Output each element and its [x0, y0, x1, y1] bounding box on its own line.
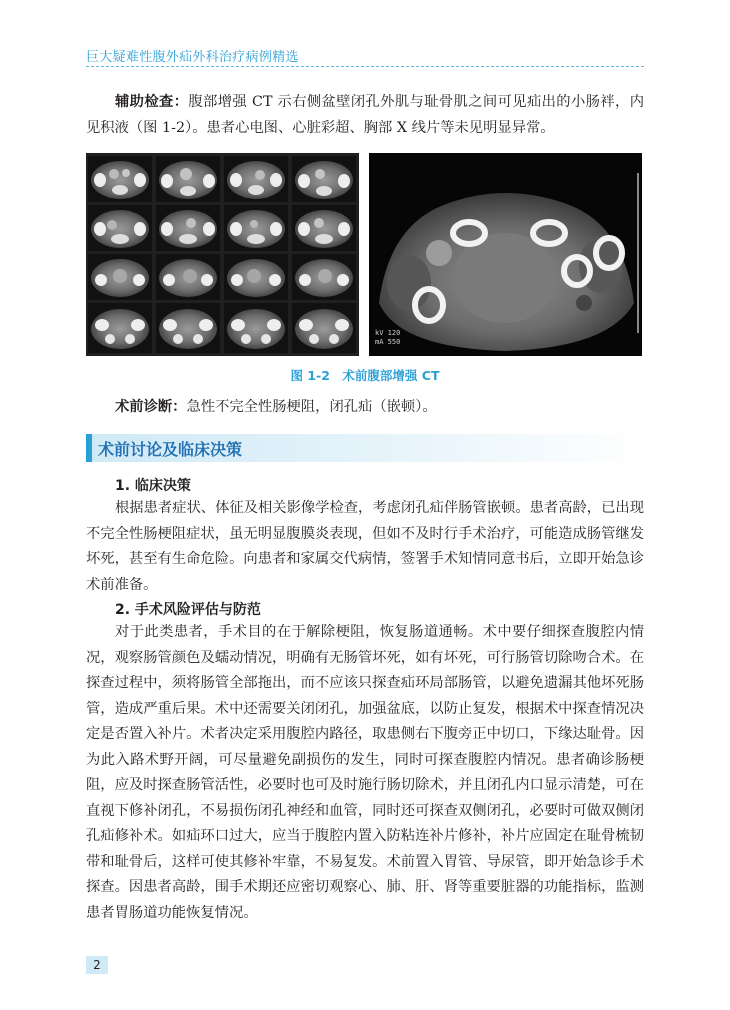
page-number: 2: [86, 956, 108, 974]
ct-axial-slice-image: [369, 153, 642, 356]
section-title: 术前讨论及临床决策: [98, 440, 243, 459]
running-header-title: 巨大疑难性腹外疝外科治疗病例精选: [86, 50, 299, 65]
subsection-heading-clinical-decision: 1. 临床决策: [115, 478, 191, 494]
auxiliary-exam-text: 腹部增强 CT 示右侧盆壁闭孔外肌与耻骨肌之间可见疝出的小肠袢，内见积液（图 1-2）。患者心电图、心脏彩超、胸部 X 线片等未见明显异常。: [86, 94, 644, 136]
section-accent-bar: [86, 434, 92, 462]
auxiliary-exam-label: 辅助检查：: [115, 94, 189, 110]
ct-label-kv: kV 120: [375, 329, 401, 337]
ct-label-ma: mA 550: [375, 338, 401, 346]
risk-assessment-paragraph: 对于此类患者，手术目的在于解除梗阻，恢复肠道通畅。术中要仔细探查腹腔内情况，观察肠管颜色及蠕动情况，明确有无肠管坏死，如有坏死，可行肠管切除吻合术。在探查过程中，须将肠管全部拖出，而不应该只探查疝环局部肠管，以避免遗漏其他坏死肠管，造成严重后果。术中还需要关闭闭孔，加强盆底，以防止复发，根据术中探查情况决定是否置入补片。术者决定采用腹腔内路径，取患侧右下腹旁正中切口，下缘达耻骨。因为此入路术野开阔，可尽量避免副损伤的发生，同时可探查腹腔内情况。患者确诊肠梗阻，应及时探查肠管活性，必要时也可及时施行肠切除术，并且闭孔内口显示清楚，可在直视下修补闭孔，不易损伤闭孔神经和血管，同时还可探查双侧闭孔，必要时可做双侧闭孔疝修补术。如疝环口过大，应当于腹腔内置入防粘连补片修补，补片应固定在耻骨梳韧带和耻骨后，这样可使其修补牢靠，不易复发。术前置入胃管、导尿管，即开始急诊手术探查。因患者高龄，围手术期还应密切观察心、肺、肝、肾等重要脏器的功能指标，监测患者胃肠道功能恢复情况。: [86, 624, 644, 921]
ct-film-sheet-image: [86, 153, 359, 356]
preop-diagnosis-paragraph: [86, 395, 644, 421]
section-heading-bar: [86, 434, 644, 462]
header-divider: [86, 66, 644, 67]
auxiliary-exam-paragraph: [86, 90, 644, 141]
figure-caption: 图 1-2 术前腹部增强 CT: [290, 368, 440, 383]
preop-diagnosis-text: 急性不完全性肠梗阻，闭孔疝（嵌顿）。: [186, 399, 437, 415]
subsection-heading-risk-assessment: 2. 手术风险评估与防范: [115, 602, 261, 618]
clinical-decision-paragraph: 根据患者症状、体征及相关影像学检查，考虑闭孔疝伴肠管嵌顿。患者高龄，已出现不完全性肠梗阻症状，虽无明显腹膜炎表现，但如不及时行手术治疗，可能造成肠管继发坏死，甚至有生命危险。向患者和家属交代病情，签署手术知情同意书后，立即开始急诊术前准备。: [86, 500, 644, 593]
preop-diagnosis-label: 术前诊断：: [115, 399, 187, 415]
